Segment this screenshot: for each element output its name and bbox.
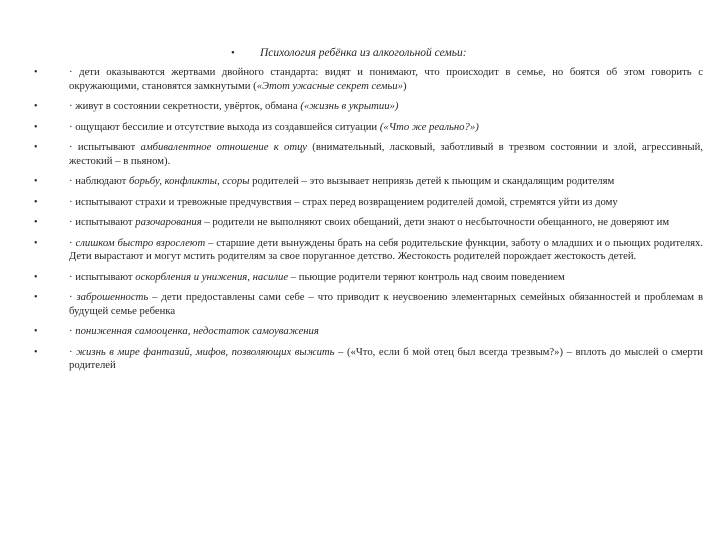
title-row bbox=[0, 46, 720, 60]
list-item-text: · испытывают страхи и тревожные предчувствия – страх перед возвращением родителей домой, стремятся уйти из дому bbox=[69, 195, 618, 208]
list-item bbox=[0, 291, 720, 318]
bullet-marker: • bbox=[34, 271, 38, 283]
bullet-marker: • bbox=[34, 101, 38, 112]
bullet-marker: • bbox=[34, 121, 38, 133]
list-item-text: · пониженная самооценка, недостаток самоуважения bbox=[69, 325, 319, 337]
list-item-text: · испытывают оскорбления и унижения, насилие – пьющие родители теряют контроль над своим поведением bbox=[69, 270, 565, 283]
list-item bbox=[0, 175, 720, 189]
list-item-text: · живут в состоянии секретности, увёрток, обмана («жизнь в укрытии») bbox=[69, 100, 399, 112]
list-item bbox=[0, 216, 720, 230]
list-item bbox=[0, 121, 720, 135]
list-item bbox=[0, 196, 720, 210]
bullet-marker: • bbox=[34, 326, 38, 337]
page-title: Психология ребёнка из алкогольной семьи: bbox=[260, 47, 467, 59]
list-item bbox=[0, 141, 720, 168]
bullet-marker: • bbox=[34, 292, 38, 303]
list-item-text: · испытывают разочарования – родители не выполняют своих обещаний, дети знают о несбыточности обещанного, не доверяют им bbox=[69, 216, 670, 228]
list-item-text: · заброшенность – дети предоставлены сами себе – что приводит к неусвоению элементарных семейных обязанностей и проблемам в будущей семье ребенка bbox=[69, 291, 704, 317]
bullet-marker: • bbox=[34, 142, 38, 153]
list-item-text: · наблюдают борьбу, конфликты, ссоры родителей – это вызывает неприязь детей к пьющим и скандалящим родителям bbox=[69, 175, 615, 187]
list-item bbox=[0, 271, 720, 285]
bullet-marker: • bbox=[34, 176, 38, 187]
list-item-text: · слишком быстро взрослеют – старшие дети вынуждены брать на себя родительские функции, заботу о младших и о пьющих родителях. Дети вырастают и могут мстить родителям за свое поруганное детство. Жестокость родителей порождает жестокость детей. bbox=[69, 236, 704, 262]
list-item bbox=[0, 237, 720, 264]
bullet-marker: • bbox=[34, 67, 38, 78]
list-item bbox=[0, 100, 720, 114]
list-item-text: · дети оказываются жертвами двойного стандарта: видят и понимают, что происходит в семье, но боятся об этом говорить с окружающими, становятся замкнутыми («Этот ужасные секрет семьи») bbox=[69, 66, 703, 92]
list-item-text: · испытывают амбивалентное отношение к отцу (внимательный, ласковый, заботливый в трезвом состоянии и злой, агрессивный, жестокий – в пьяном). bbox=[69, 141, 703, 167]
bullet-marker: • bbox=[34, 346, 38, 358]
list-item bbox=[0, 325, 720, 339]
bullet-marker: • bbox=[34, 237, 38, 249]
bullet-marker: • bbox=[34, 217, 38, 228]
list-item bbox=[0, 66, 720, 93]
list-item-text: · ощущают бессилие и отсутствие выхода из создавшейся ситуации («Что же реально?») bbox=[69, 120, 479, 133]
list-item-text: · жизнь в мире фантазий, мифов, позволяющих выжить – («Что, если б мой отец был всегда трезвым?») – вплоть до мыслей о смерти родителей bbox=[69, 345, 703, 371]
title-bullet: • bbox=[231, 47, 235, 59]
bullet-list bbox=[0, 66, 720, 380]
bullet-marker: • bbox=[34, 196, 38, 208]
list-item bbox=[0, 346, 720, 373]
